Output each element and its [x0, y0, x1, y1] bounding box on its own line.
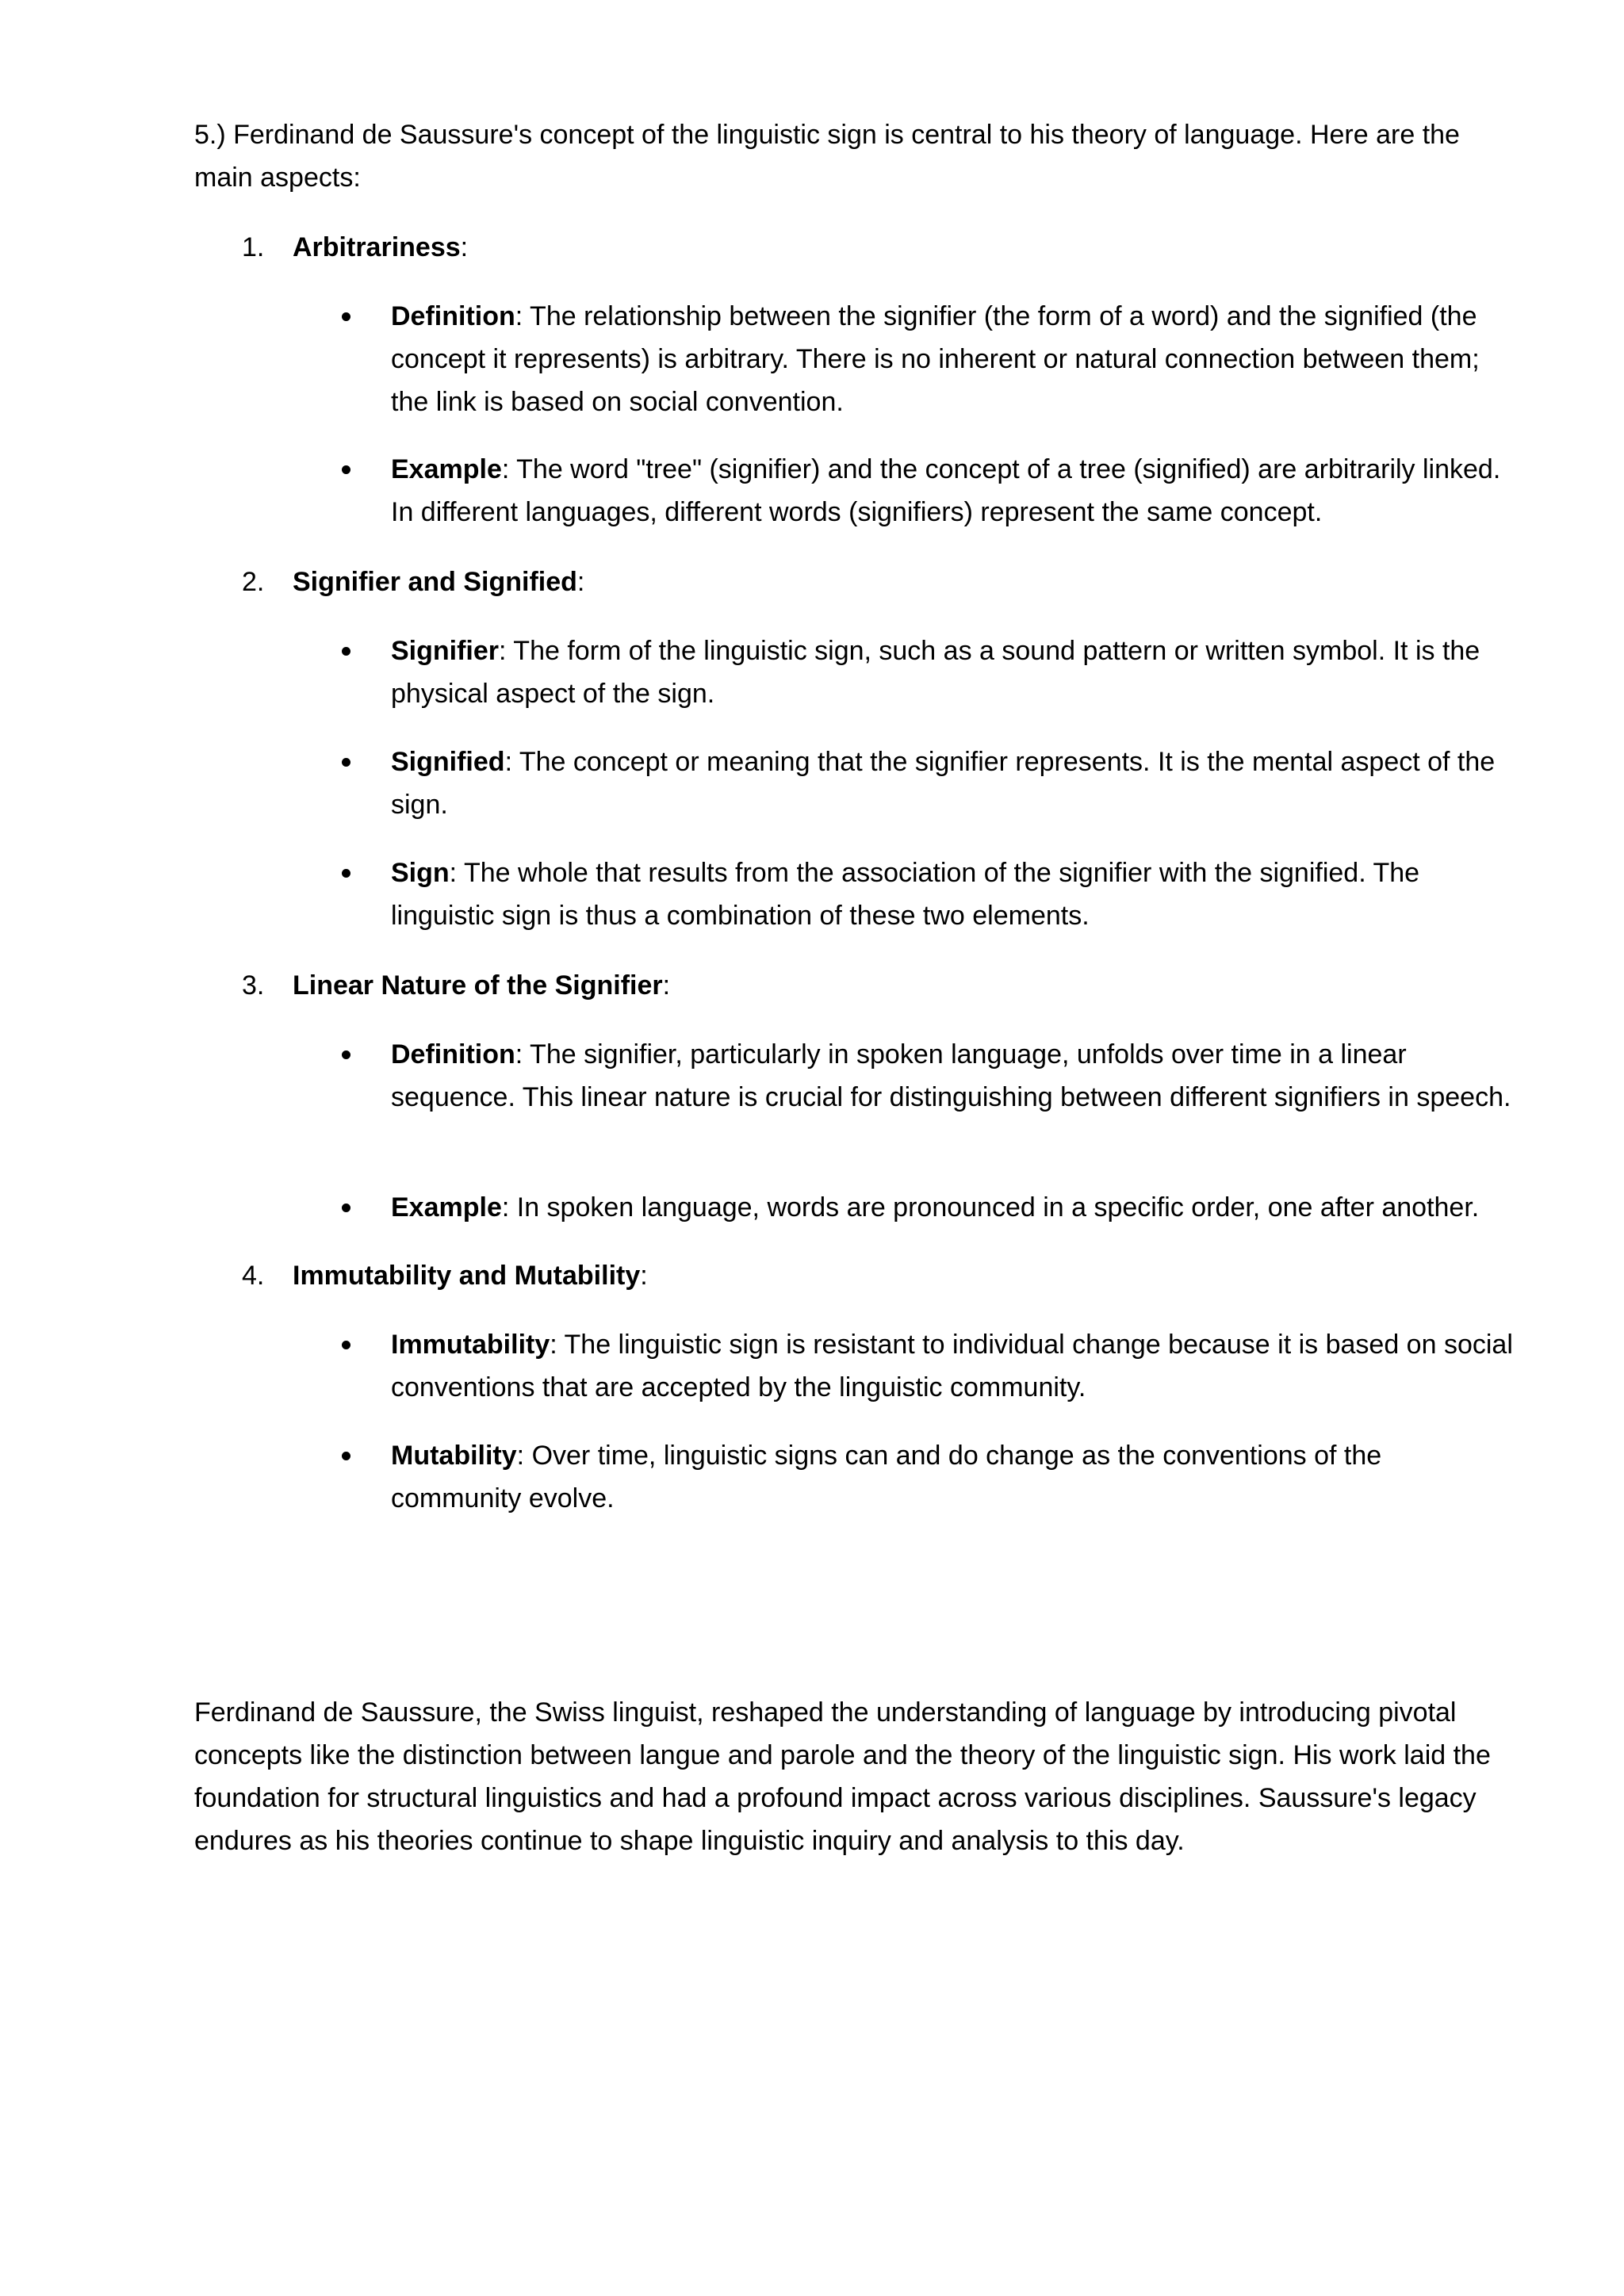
bullet-text — [391, 1186, 1517, 1229]
bullet-description: : The whole that results from the association of the signifier with the signified. The linguistic sign is thus a combination of these two elements. — [391, 858, 1420, 931]
bullet-icon — [342, 1452, 350, 1460]
heading-colon: : — [460, 232, 469, 262]
heading-colon: : — [640, 1261, 648, 1291]
intro-paragraph: 5.) Ferdinand de Saussure's concept of the linguistic sign is central to his theory of language. Here are the main aspects: — [194, 120, 1460, 193]
bullet-text — [391, 1033, 1517, 1119]
bullet-term: Example — [391, 454, 502, 484]
bullet-icon — [342, 312, 350, 321]
bullet-description: : The linguistic sign is resistant to individual change because it is based on social conventions that are accepted by the linguistic community. — [391, 1330, 1513, 1402]
bullet-icon — [342, 758, 350, 767]
section-title: Immutability and Mutability — [293, 1261, 641, 1291]
bullet-description: : The relationship between the signifier (the form of a word) and the signified (the concept it represents) is arbitrary. There is no inherent or natural connection between them; the link is based on social convention. — [391, 301, 1480, 417]
bullet-text — [391, 629, 1517, 715]
bullet-text — [391, 295, 1517, 423]
heading-colon: : — [662, 970, 671, 1001]
bullet-icon — [342, 647, 350, 656]
section-number: 4. — [242, 1261, 265, 1291]
section-heading — [242, 561, 584, 603]
bullet-icon — [342, 465, 350, 474]
bullet-term: Example — [391, 1192, 502, 1223]
bullet-term: Definition — [391, 301, 515, 331]
section-title: Arbitrariness — [293, 232, 461, 262]
section-title: Linear Nature of the Signifier — [293, 970, 663, 1001]
bullet-term: Signified — [391, 747, 505, 777]
section-heading — [242, 1254, 648, 1297]
heading-colon: : — [576, 567, 585, 597]
bullet-text — [391, 1434, 1517, 1520]
bullet-text — [391, 1323, 1517, 1409]
bullet-description: : The word "tree" (signifier) and the concept of a tree (signified) are arbitrarily linked. In different languages, different words (signifiers) represent the same concept. — [391, 454, 1501, 527]
section-heading — [242, 964, 670, 1007]
bullet-term: Immutability — [391, 1330, 550, 1360]
bullet-term: Sign — [391, 858, 450, 888]
bullet-text — [391, 851, 1517, 937]
bullet-term: Mutability — [391, 1441, 517, 1471]
bullet-icon — [342, 869, 350, 878]
bullet-text — [391, 740, 1517, 826]
section-number: 1. — [242, 232, 265, 262]
bullet-term: Definition — [391, 1039, 515, 1070]
bullet-text — [391, 448, 1517, 534]
section-number: 3. — [242, 970, 265, 1001]
bullet-icon — [342, 1050, 350, 1059]
bullet-description: : The signifier, particularly in spoken language, unfolds over time in a linear sequence. This linear nature is crucial for distinguishing between different signifiers in speech. — [391, 1039, 1511, 1112]
bullet-icon — [342, 1341, 350, 1349]
bullet-icon — [342, 1203, 350, 1212]
section-title: Signifier and Signified — [293, 567, 577, 597]
section-number: 2. — [242, 567, 265, 597]
bullet-description: : The concept or meaning that the signifier represents. It is the mental aspect of the sign. — [391, 747, 1496, 820]
bullet-description: : In spoken language, words are pronounced in a specific order, one after another. — [501, 1192, 1480, 1223]
conclusion-paragraph: Ferdinand de Saussure, the Swiss linguist, reshaped the understanding of language by introducing pivotal concepts like the distinction between langue and parole and the theory of the linguistic sign. His work laid the foundation for structural linguistics and had a profound impact across various disciplines. Saussure's legacy endures as his theories continue to shape linguistic inquiry and analysis to this day. — [194, 1697, 1491, 1856]
bullet-description: : The form of the linguistic sign, such as a sound pattern or written symbol. It is the physical aspect of the sign. — [391, 636, 1480, 709]
bullet-term: Signifier — [391, 636, 500, 666]
section-heading — [242, 226, 468, 269]
bullet-description: : Over time, linguistic signs can and do change as the conventions of the community evolve. — [391, 1441, 1382, 1513]
